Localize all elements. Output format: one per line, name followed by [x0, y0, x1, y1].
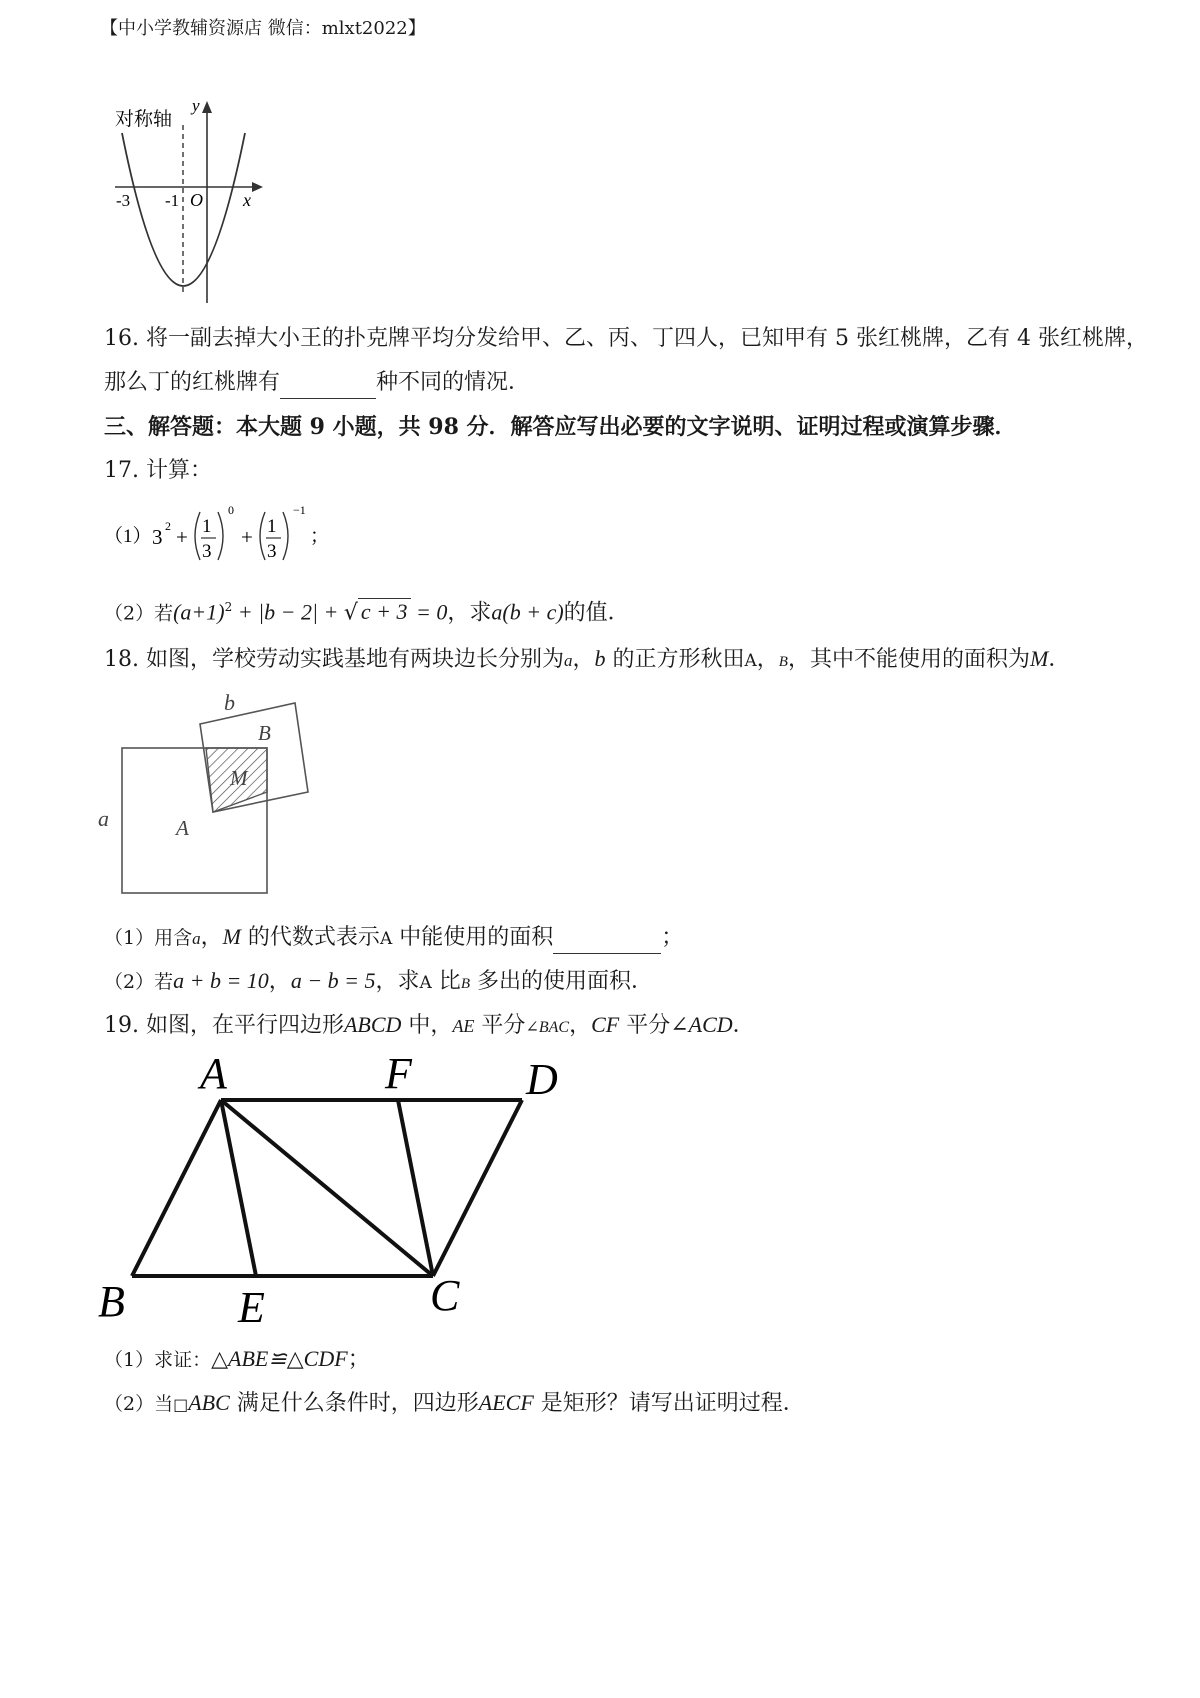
q18-part2: [104, 966, 653, 999]
vertex-F: F: [385, 1049, 412, 1098]
vertex-A: A: [200, 1049, 227, 1098]
q17-part2-prefix: （2）若: [104, 602, 174, 625]
q16-text-before: 那么丁的红桃牌有: [104, 370, 281, 395]
paren-right-1: [218, 512, 223, 560]
q17-part2-eq: = 0: [410, 599, 448, 625]
q19-acd: ∠ACD: [670, 1012, 733, 1037]
y-axis-label: y: [192, 96, 200, 115]
q19-part2-prefix: （2）当: [104, 1393, 174, 1415]
q19-part1-prefix: （1）求证：: [104, 1349, 212, 1371]
q18-part2-bi: 比: [431, 969, 461, 994]
q17-part2-expr2: + |b − 2| +: [232, 599, 344, 625]
q17-plus2: +: [241, 525, 253, 549]
q18-var-A: A: [744, 651, 757, 671]
q18-part1: [104, 922, 683, 954]
q17-part1-end: ；: [310, 526, 330, 547]
q19-comma: ，: [569, 1013, 592, 1038]
segment-BA: [132, 1100, 221, 1276]
x-axis-arrow: [252, 182, 263, 192]
q18-part2-eq2: a − b = 5: [290, 968, 376, 993]
q18-part1-end: ；: [661, 925, 684, 950]
q18-part1-M: M: [222, 924, 241, 949]
paren-left-1: [195, 512, 200, 560]
q19-part2-end: 是矩形？请写出证明过程．: [533, 1391, 805, 1416]
q17-num2: 1: [267, 516, 277, 537]
symmetry-axis-label: 对称轴: [115, 109, 173, 130]
q19-part2-abc: ABC: [188, 1390, 230, 1415]
q19-cf: CF: [591, 1012, 620, 1037]
label-b: b: [224, 690, 235, 715]
y-axis-arrow: [202, 101, 212, 113]
page-header: 【中小学教辅资源店 微信：mlxt2022】: [100, 18, 426, 39]
q18-text-b: 的正方形秋田: [605, 647, 745, 672]
label-M: M: [230, 766, 248, 790]
q18-part1-sep: ，: [200, 925, 223, 950]
q17-part2-exp: 2: [224, 600, 233, 614]
q19-text-a: 19. 如图，在平行四边形: [104, 1013, 344, 1038]
q18-part2-mid: ，求: [375, 969, 420, 994]
q18-part2-eq1: a + b = 10: [173, 968, 269, 993]
q19-part1-expr: △ABE≌△CDF: [211, 1346, 348, 1371]
q17-den1: 3: [202, 541, 212, 562]
vertex-E: E: [238, 1283, 265, 1332]
q18-var-a: a: [563, 651, 573, 670]
q18-text-a: 18. 如图，学校劳动实践基地有两块边长分别为: [104, 647, 564, 672]
q18-squares-figure: [90, 688, 340, 908]
q18-part2-prefix: （2）若: [104, 971, 174, 993]
q16-line2: [104, 368, 530, 399]
q19-end: ．: [732, 1013, 755, 1038]
q18-var-M: M: [1029, 646, 1049, 671]
q19-part1-end: ；: [347, 1347, 370, 1372]
q17-den2: 3: [267, 541, 277, 562]
x-axis-label: x: [243, 190, 251, 210]
q18-part1-after: 中能使用的面积: [392, 925, 554, 950]
q17-exp2: 2: [165, 519, 171, 533]
q17-title: 17. 计算：: [104, 458, 212, 483]
q19-stem: [104, 1010, 755, 1043]
q17-part2-expr3: a(b + c): [491, 599, 564, 625]
q19-pf1: 平分: [474, 1013, 526, 1038]
section3-title: 三、解答题：本大题 9 小题，共 98 分．解答应写出必要的文字说明、证明过程或演算步骤．: [104, 414, 1017, 440]
q19-part2-box: □: [173, 1395, 189, 1414]
q16-answer-blank: [280, 368, 376, 399]
q18-comma2: ，: [756, 647, 779, 672]
q18-comma1: ，: [572, 647, 595, 672]
q17-num1: 1: [202, 516, 212, 537]
vertex-B: B: [98, 1277, 125, 1326]
vertex-D: D: [526, 1055, 558, 1104]
q19-ae: AE: [452, 1016, 475, 1036]
q19-part2-mid: 满足什么条件时，四边形: [229, 1391, 479, 1416]
q17-part1-formula: [104, 500, 364, 570]
q18-part1-prefix: （1）用含: [104, 927, 193, 949]
q17-part2: （2）若$(a+1)^2 + |b - 2|$ + √ c + 3 = 0，求a(b + c)的值．: [104, 599, 630, 626]
q18-part2-B: B: [460, 976, 470, 992]
q18-var-b: b: [594, 646, 606, 671]
origin-label: O: [190, 190, 203, 210]
label-A: A: [176, 816, 189, 840]
label-a: a: [98, 806, 109, 831]
q19-abcd: ABCD: [343, 1012, 402, 1037]
tick-neg1: -1: [165, 191, 180, 210]
paren-right-2: [283, 512, 288, 560]
q18-part2-A: A: [419, 973, 432, 993]
q19-zhong: 中，: [401, 1013, 453, 1038]
tick-neg3: -3: [116, 191, 131, 210]
q19-parallelogram-figure: [90, 1048, 590, 1338]
q17-part2-end: 的值．: [563, 600, 630, 626]
q18-var-B: B: [778, 654, 788, 670]
q19-bac: ∠BAC: [525, 1019, 570, 1036]
q17-part1-prefix: （1）: [104, 526, 152, 547]
q19-pf2: 平分: [619, 1013, 671, 1038]
q18-part2-sep: ，: [268, 969, 291, 994]
q17-exp0: 0: [228, 503, 234, 517]
q16-text-after: 种不同的情况．: [376, 370, 531, 395]
paren-left-2: [260, 512, 265, 560]
q17-part2-sqrt: c + 3: [358, 598, 411, 624]
segment-AC: [221, 1100, 433, 1276]
q17-expneg1: −1: [293, 503, 306, 517]
q17-plus1: +: [176, 525, 188, 549]
q18-part1-blank: [553, 923, 661, 954]
q18-part2-end: 多出的使用面积．: [469, 969, 653, 994]
q18-text-c: ，其中不能使用的面积为: [787, 647, 1030, 672]
q17-part2-ask: ，求: [447, 600, 492, 626]
q19-part2-aecf: AECF: [478, 1390, 534, 1415]
q18-part1-a: a: [192, 929, 201, 948]
vertex-C: C: [430, 1271, 460, 1320]
label-B: B: [258, 721, 271, 745]
q17-base: 3: [152, 525, 163, 549]
parabola-graph: [105, 95, 275, 310]
q18-end: ．: [1048, 647, 1071, 672]
q18-part1-mid: 的代数式表示: [240, 925, 380, 950]
q18-stem: [104, 644, 1070, 677]
q19-part1: [104, 1344, 370, 1375]
segment-DC: [433, 1100, 522, 1276]
q16-line1: 16. 将一副去掉大小王的扑克牌平均分发给甲、乙、丙、丁四人，已知甲有 5 张红桃牌，乙有 4 张红桃牌，: [104, 326, 1148, 351]
q18-part1-A: A: [379, 929, 393, 949]
q17-part2-expr1: (a+1): [173, 599, 225, 625]
q19-part2: [104, 1388, 805, 1420]
